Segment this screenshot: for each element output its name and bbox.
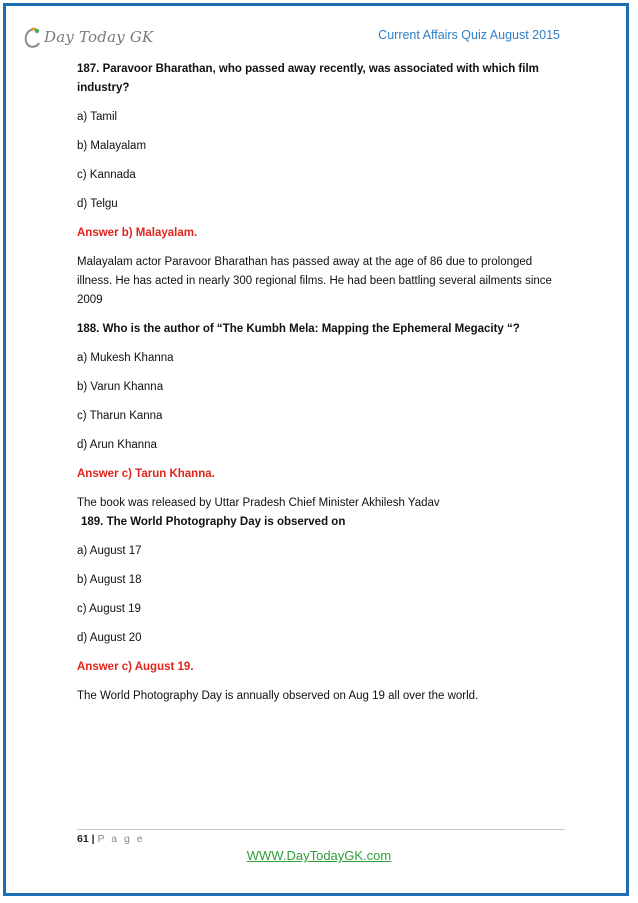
option-188-b: b) Varun Khanna [77, 381, 164, 393]
site-logo [22, 24, 153, 50]
option-187-a: a) Tamil [77, 111, 118, 123]
option-189-b: b) August 18 [77, 574, 142, 586]
page-label: P a g e [97, 833, 145, 845]
option-187-c: c) Kannada [77, 169, 136, 181]
page-number-value: 61 [77, 833, 89, 845]
answer-189: Answer c) August 19. [77, 661, 194, 673]
header-title: Current Affairs Quiz August 2015 [378, 28, 560, 42]
explanation-188: The book was released by Uttar Pradesh Chief Minister Akhilesh Yadav [77, 497, 440, 509]
question-189: 189. The World Photography Day is observed on [81, 516, 346, 528]
answer-188: Answer c) Tarun Khanna. [77, 468, 215, 480]
option-189-a: a) August 17 [77, 545, 142, 557]
page-separator: | [91, 833, 95, 845]
option-189-c: c) August 19 [77, 603, 141, 615]
explanation-189: The World Photography Day is annually observed on Aug 19 all over the world. [77, 690, 479, 702]
question-188: 188. Who is the author of “The Kumbh Mela: Mapping the Ephemeral Megacity “? [77, 323, 520, 335]
explanation-187: Malayalam actor Paravoor Bharathan has passed away at the age of 86 due to prolonged illness. He has acted in nearly 300 regional films. He had been battling several ailments since 2009 [77, 256, 552, 306]
option-188-a: a) Mukesh Khanna [77, 352, 174, 364]
option-188-c: c) Tharun Kanna [77, 410, 163, 422]
answer-187: Answer b) Malayalam. [77, 227, 198, 239]
option-189-d: d) August 20 [77, 632, 142, 644]
option-188-d: d) Arun Khanna [77, 439, 157, 451]
website-link[interactable]: WWW.DayTodayGK.com [246, 848, 392, 863]
option-187-d: d) Telgu [77, 198, 118, 210]
page-number [77, 833, 145, 845]
logo-text: Day Today GK [44, 28, 154, 46]
question-187: 187. Paravoor Bharathan, who passed away recently, was associated with which film industry? [77, 63, 539, 94]
option-187-b: b) Malayalam [77, 140, 147, 152]
quiz-content [77, 60, 565, 706]
footer-divider [77, 829, 565, 830]
logo-swirl-icon [22, 25, 42, 49]
